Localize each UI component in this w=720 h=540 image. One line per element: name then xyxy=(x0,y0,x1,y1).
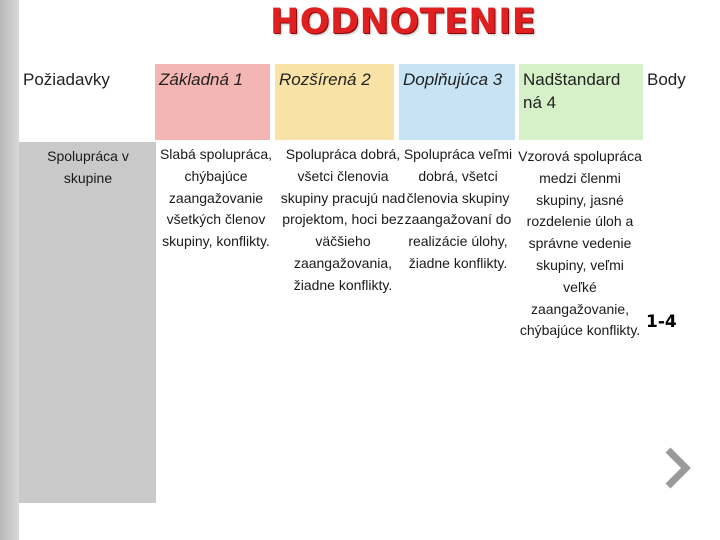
header-basic-label: Základná 1 xyxy=(159,70,244,89)
header-basic xyxy=(155,64,270,140)
header-requirements: Požiadavky xyxy=(23,70,110,89)
left-decor-strip xyxy=(0,0,19,540)
header-above-standard-label: Nadštandard ná 4 xyxy=(523,70,621,112)
cell-supplementary: Spolupráca veľmi dobrá, všetci členovia skupiny zaangažovaní do realizácie úlohy, žiadne konflikty. xyxy=(403,146,513,271)
requirement-column-bg xyxy=(19,142,156,503)
cell-points: 1-4 xyxy=(646,312,677,332)
header-above-standard xyxy=(519,64,643,140)
cell-basic: Slabá spolupráca, chýbajúce zaangažovanie všetkých členov skupiny, konflikty. xyxy=(159,146,273,250)
cell-extended: Spolupráca dobrá, všetci členovia skupiny pracujú nad projektom, hoci bez väčšieho zaangažovania, žiadne konflikty. xyxy=(280,146,406,293)
header-supplementary xyxy=(399,64,515,140)
header-extended xyxy=(275,64,394,140)
header-points: Body xyxy=(647,70,686,89)
cell-requirement: Spolupráca v skupine xyxy=(47,148,129,186)
header-extended-label: Rozšírená 2 xyxy=(279,70,371,89)
chevron-right-icon[interactable] xyxy=(660,446,692,490)
header-supplementary-label: Doplňujúca 3 xyxy=(403,70,503,89)
page-title: HODNOTENIE xyxy=(270,2,537,42)
cell-above-standard: Vzorová spolupráca medzi členmi skupiny, jasné rozdelenie úloh a správne vedenie skupiny, veľmi veľké zaangažovanie, chýbajúce konflikty. xyxy=(518,148,642,339)
